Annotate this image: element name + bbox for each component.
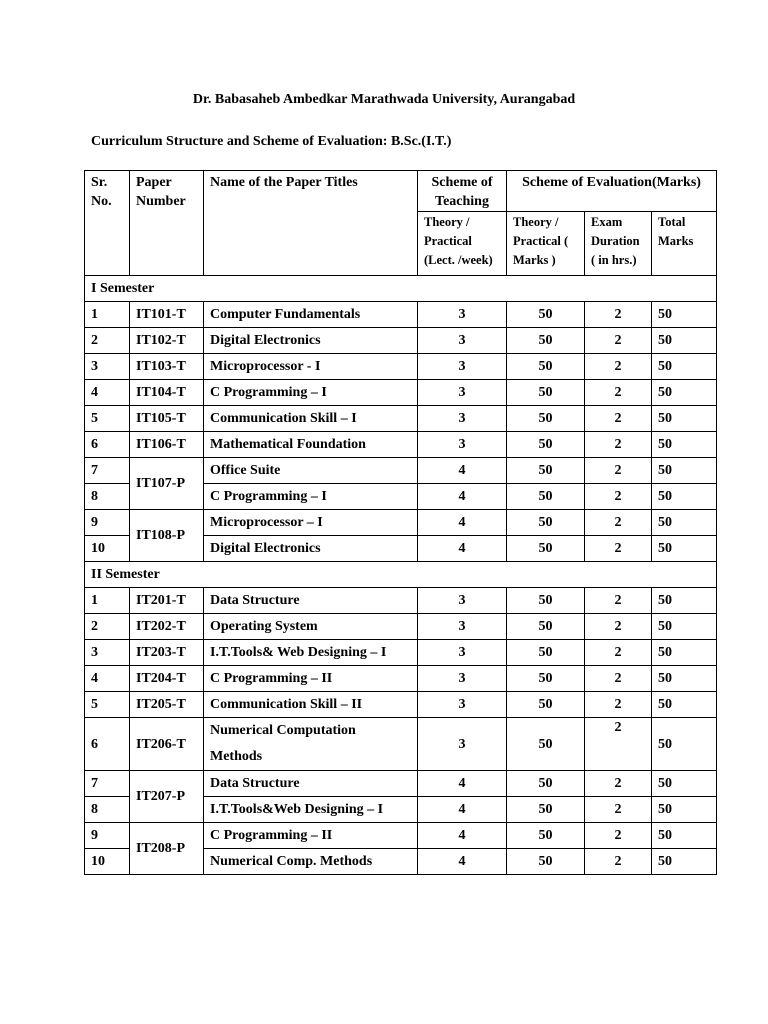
cell-total: 50 xyxy=(652,588,717,614)
table-row xyxy=(85,406,717,432)
table-row xyxy=(85,666,717,692)
cell-duration: 2 xyxy=(585,666,652,692)
table-row xyxy=(85,640,717,666)
cell-title: Computer Fundamentals xyxy=(204,302,418,328)
cell-total: 50 xyxy=(652,823,717,849)
cell-teaching: 4 xyxy=(418,510,507,536)
cell-total: 50 xyxy=(652,432,717,458)
cell-marks: 50 xyxy=(507,458,585,484)
cell-marks: 50 xyxy=(507,510,585,536)
cell-marks: 50 xyxy=(507,849,585,875)
subheader-teaching: Theory / Practical (Lect. /week) xyxy=(418,212,507,276)
table-row xyxy=(85,510,717,536)
cell-title: C Programming – II xyxy=(204,666,418,692)
cell-teaching: 3 xyxy=(418,614,507,640)
cell-sr: 4 xyxy=(85,380,130,406)
cell-duration: 2 xyxy=(585,302,652,328)
header-scheme-teaching: Scheme of Teaching xyxy=(418,171,507,212)
cell-title: Numerical Computation Methods xyxy=(204,718,418,771)
table-row xyxy=(85,718,717,771)
cell-duration: 2 xyxy=(585,380,652,406)
cell-paper: IT207-P xyxy=(130,771,204,823)
cell-title: I.T.Tools&Web Designing – I xyxy=(204,797,418,823)
cell-title: Data Structure xyxy=(204,588,418,614)
cell-teaching: 3 xyxy=(418,328,507,354)
cell-teaching: 4 xyxy=(418,458,507,484)
cell-total: 50 xyxy=(652,510,717,536)
cell-duration: 2 xyxy=(585,797,652,823)
cell-sr: 1 xyxy=(85,302,130,328)
cell-marks: 50 xyxy=(507,614,585,640)
cell-marks: 50 xyxy=(507,666,585,692)
cell-marks: 50 xyxy=(507,354,585,380)
cell-paper: IT103-T xyxy=(130,354,204,380)
subheader-marks: Theory / Practical ( Marks ) xyxy=(507,212,585,276)
cell-marks: 50 xyxy=(507,302,585,328)
cell-sr: 6 xyxy=(85,718,130,771)
cell-total: 50 xyxy=(652,536,717,562)
cell-teaching: 3 xyxy=(418,640,507,666)
table-row xyxy=(85,458,717,484)
cell-paper: IT201-T xyxy=(130,588,204,614)
cell-duration: 2 xyxy=(585,458,652,484)
cell-marks: 50 xyxy=(507,380,585,406)
table-row xyxy=(85,302,717,328)
cell-teaching: 4 xyxy=(418,771,507,797)
cell-title: Communication Skill – I xyxy=(204,406,418,432)
cell-sr: 4 xyxy=(85,666,130,692)
table-row xyxy=(85,823,717,849)
cell-sr: 2 xyxy=(85,614,130,640)
cell-title: C Programming – II xyxy=(204,823,418,849)
header-paper-number: Paper Number xyxy=(130,171,204,276)
cell-marks: 50 xyxy=(507,536,585,562)
cell-sr: 8 xyxy=(85,797,130,823)
cell-marks: 50 xyxy=(507,797,585,823)
cell-total: 50 xyxy=(652,484,717,510)
header-row xyxy=(85,171,717,212)
cell-total: 50 xyxy=(652,380,717,406)
cell-teaching: 4 xyxy=(418,823,507,849)
cell-marks: 50 xyxy=(507,484,585,510)
cell-total: 50 xyxy=(652,354,717,380)
cell-teaching: 3 xyxy=(418,406,507,432)
cell-sr: 1 xyxy=(85,588,130,614)
cell-duration: 2 xyxy=(585,692,652,718)
cell-teaching: 3 xyxy=(418,354,507,380)
cell-total: 50 xyxy=(652,614,717,640)
cell-total: 50 xyxy=(652,797,717,823)
cell-title: I.T.Tools& Web Designing – I xyxy=(204,640,418,666)
cell-teaching: 3 xyxy=(418,302,507,328)
cell-duration: 2 xyxy=(585,718,652,771)
curriculum-subtitle: Curriculum Structure and Scheme of Evaluation: B.Sc.(I.T.) xyxy=(91,134,452,149)
cell-marks: 50 xyxy=(507,406,585,432)
cell-paper: IT107-P xyxy=(130,458,204,510)
subheader-exam-duration: Exam Duration ( in hrs.) xyxy=(585,212,652,276)
table-row xyxy=(85,354,717,380)
header-sr-no: Sr. No. xyxy=(85,171,130,276)
cell-teaching: 3 xyxy=(418,692,507,718)
cell-title: C Programming – I xyxy=(204,484,418,510)
cell-duration: 2 xyxy=(585,614,652,640)
semester-label: II Semester xyxy=(85,562,717,588)
cell-total: 50 xyxy=(652,718,717,771)
cell-sr: 7 xyxy=(85,458,130,484)
cell-sr: 9 xyxy=(85,823,130,849)
cell-sr: 10 xyxy=(85,536,130,562)
cell-teaching: 3 xyxy=(418,718,507,771)
cell-marks: 50 xyxy=(507,588,585,614)
cell-title: Numerical Comp. Methods xyxy=(204,849,418,875)
table-row xyxy=(85,380,717,406)
university-title: Dr. Babasaheb Ambedkar Marathwada University, Aurangabad xyxy=(192,92,576,107)
cell-title: Mathematical Foundation xyxy=(204,432,418,458)
cell-duration: 2 xyxy=(585,588,652,614)
cell-duration: 2 xyxy=(585,354,652,380)
table-row xyxy=(85,588,717,614)
cell-paper: IT101-T xyxy=(130,302,204,328)
cell-paper: IT102-T xyxy=(130,328,204,354)
cell-duration: 2 xyxy=(585,510,652,536)
cell-teaching: 3 xyxy=(418,588,507,614)
cell-duration: 2 xyxy=(585,849,652,875)
cell-total: 50 xyxy=(652,771,717,797)
cell-duration: 2 xyxy=(585,823,652,849)
cell-title: Digital Electronics xyxy=(204,536,418,562)
cell-duration: 2 xyxy=(585,328,652,354)
cell-paper: IT208-P xyxy=(130,823,204,875)
subheader-total-marks: Total Marks xyxy=(652,212,717,276)
cell-marks: 50 xyxy=(507,692,585,718)
cell-sr: 6 xyxy=(85,432,130,458)
cell-teaching: 4 xyxy=(418,536,507,562)
cell-paper: IT104-T xyxy=(130,380,204,406)
cell-duration: 2 xyxy=(585,771,652,797)
cell-sr: 7 xyxy=(85,771,130,797)
cell-title: Microprocessor – I xyxy=(204,510,418,536)
cell-sr: 8 xyxy=(85,484,130,510)
cell-marks: 50 xyxy=(507,718,585,771)
cell-total: 50 xyxy=(652,406,717,432)
cell-teaching: 4 xyxy=(418,849,507,875)
cell-marks: 50 xyxy=(507,432,585,458)
table-row xyxy=(85,614,717,640)
cell-marks: 50 xyxy=(507,823,585,849)
cell-title: Digital Electronics xyxy=(204,328,418,354)
cell-total: 50 xyxy=(652,849,717,875)
cell-total: 50 xyxy=(652,328,717,354)
cell-marks: 50 xyxy=(507,771,585,797)
cell-sr: 9 xyxy=(85,510,130,536)
header-scheme-evaluation: Scheme of Evaluation(Marks) xyxy=(507,171,717,212)
cell-sr: 5 xyxy=(85,406,130,432)
cell-sr: 3 xyxy=(85,354,130,380)
cell-marks: 50 xyxy=(507,328,585,354)
cell-duration: 2 xyxy=(585,640,652,666)
cell-paper: IT108-P xyxy=(130,510,204,562)
cell-duration: 2 xyxy=(585,432,652,458)
table-row xyxy=(85,771,717,797)
cell-title: C Programming – I xyxy=(204,380,418,406)
curriculum-table xyxy=(84,170,717,875)
table-row xyxy=(85,328,717,354)
cell-title: Communication Skill – II xyxy=(204,692,418,718)
cell-paper: IT203-T xyxy=(130,640,204,666)
cell-teaching: 4 xyxy=(418,484,507,510)
cell-paper: IT106-T xyxy=(130,432,204,458)
cell-paper: IT206-T xyxy=(130,718,204,771)
cell-teaching: 3 xyxy=(418,432,507,458)
cell-total: 50 xyxy=(652,640,717,666)
cell-sr: 10 xyxy=(85,849,130,875)
semester-row xyxy=(85,276,717,302)
cell-title: Data Structure xyxy=(204,771,418,797)
cell-paper: IT202-T xyxy=(130,614,204,640)
semester-row xyxy=(85,562,717,588)
cell-total: 50 xyxy=(652,458,717,484)
cell-sr: 2 xyxy=(85,328,130,354)
table-row xyxy=(85,432,717,458)
cell-total: 50 xyxy=(652,302,717,328)
cell-paper: IT105-T xyxy=(130,406,204,432)
cell-marks: 50 xyxy=(507,640,585,666)
cell-sr: 5 xyxy=(85,692,130,718)
cell-title: Office Suite xyxy=(204,458,418,484)
table-row xyxy=(85,692,717,718)
header-paper-titles: Name of the Paper Titles xyxy=(204,171,418,276)
cell-paper: IT205-T xyxy=(130,692,204,718)
cell-sr: 3 xyxy=(85,640,130,666)
cell-duration: 2 xyxy=(585,536,652,562)
semester-label: I Semester xyxy=(85,276,717,302)
cell-title: Operating System xyxy=(204,614,418,640)
cell-total: 50 xyxy=(652,666,717,692)
cell-teaching: 3 xyxy=(418,666,507,692)
cell-paper: IT204-T xyxy=(130,666,204,692)
cell-title: Microprocessor - I xyxy=(204,354,418,380)
cell-total: 50 xyxy=(652,692,717,718)
cell-duration: 2 xyxy=(585,484,652,510)
cell-teaching: 3 xyxy=(418,380,507,406)
cell-teaching: 4 xyxy=(418,797,507,823)
cell-duration: 2 xyxy=(585,406,652,432)
